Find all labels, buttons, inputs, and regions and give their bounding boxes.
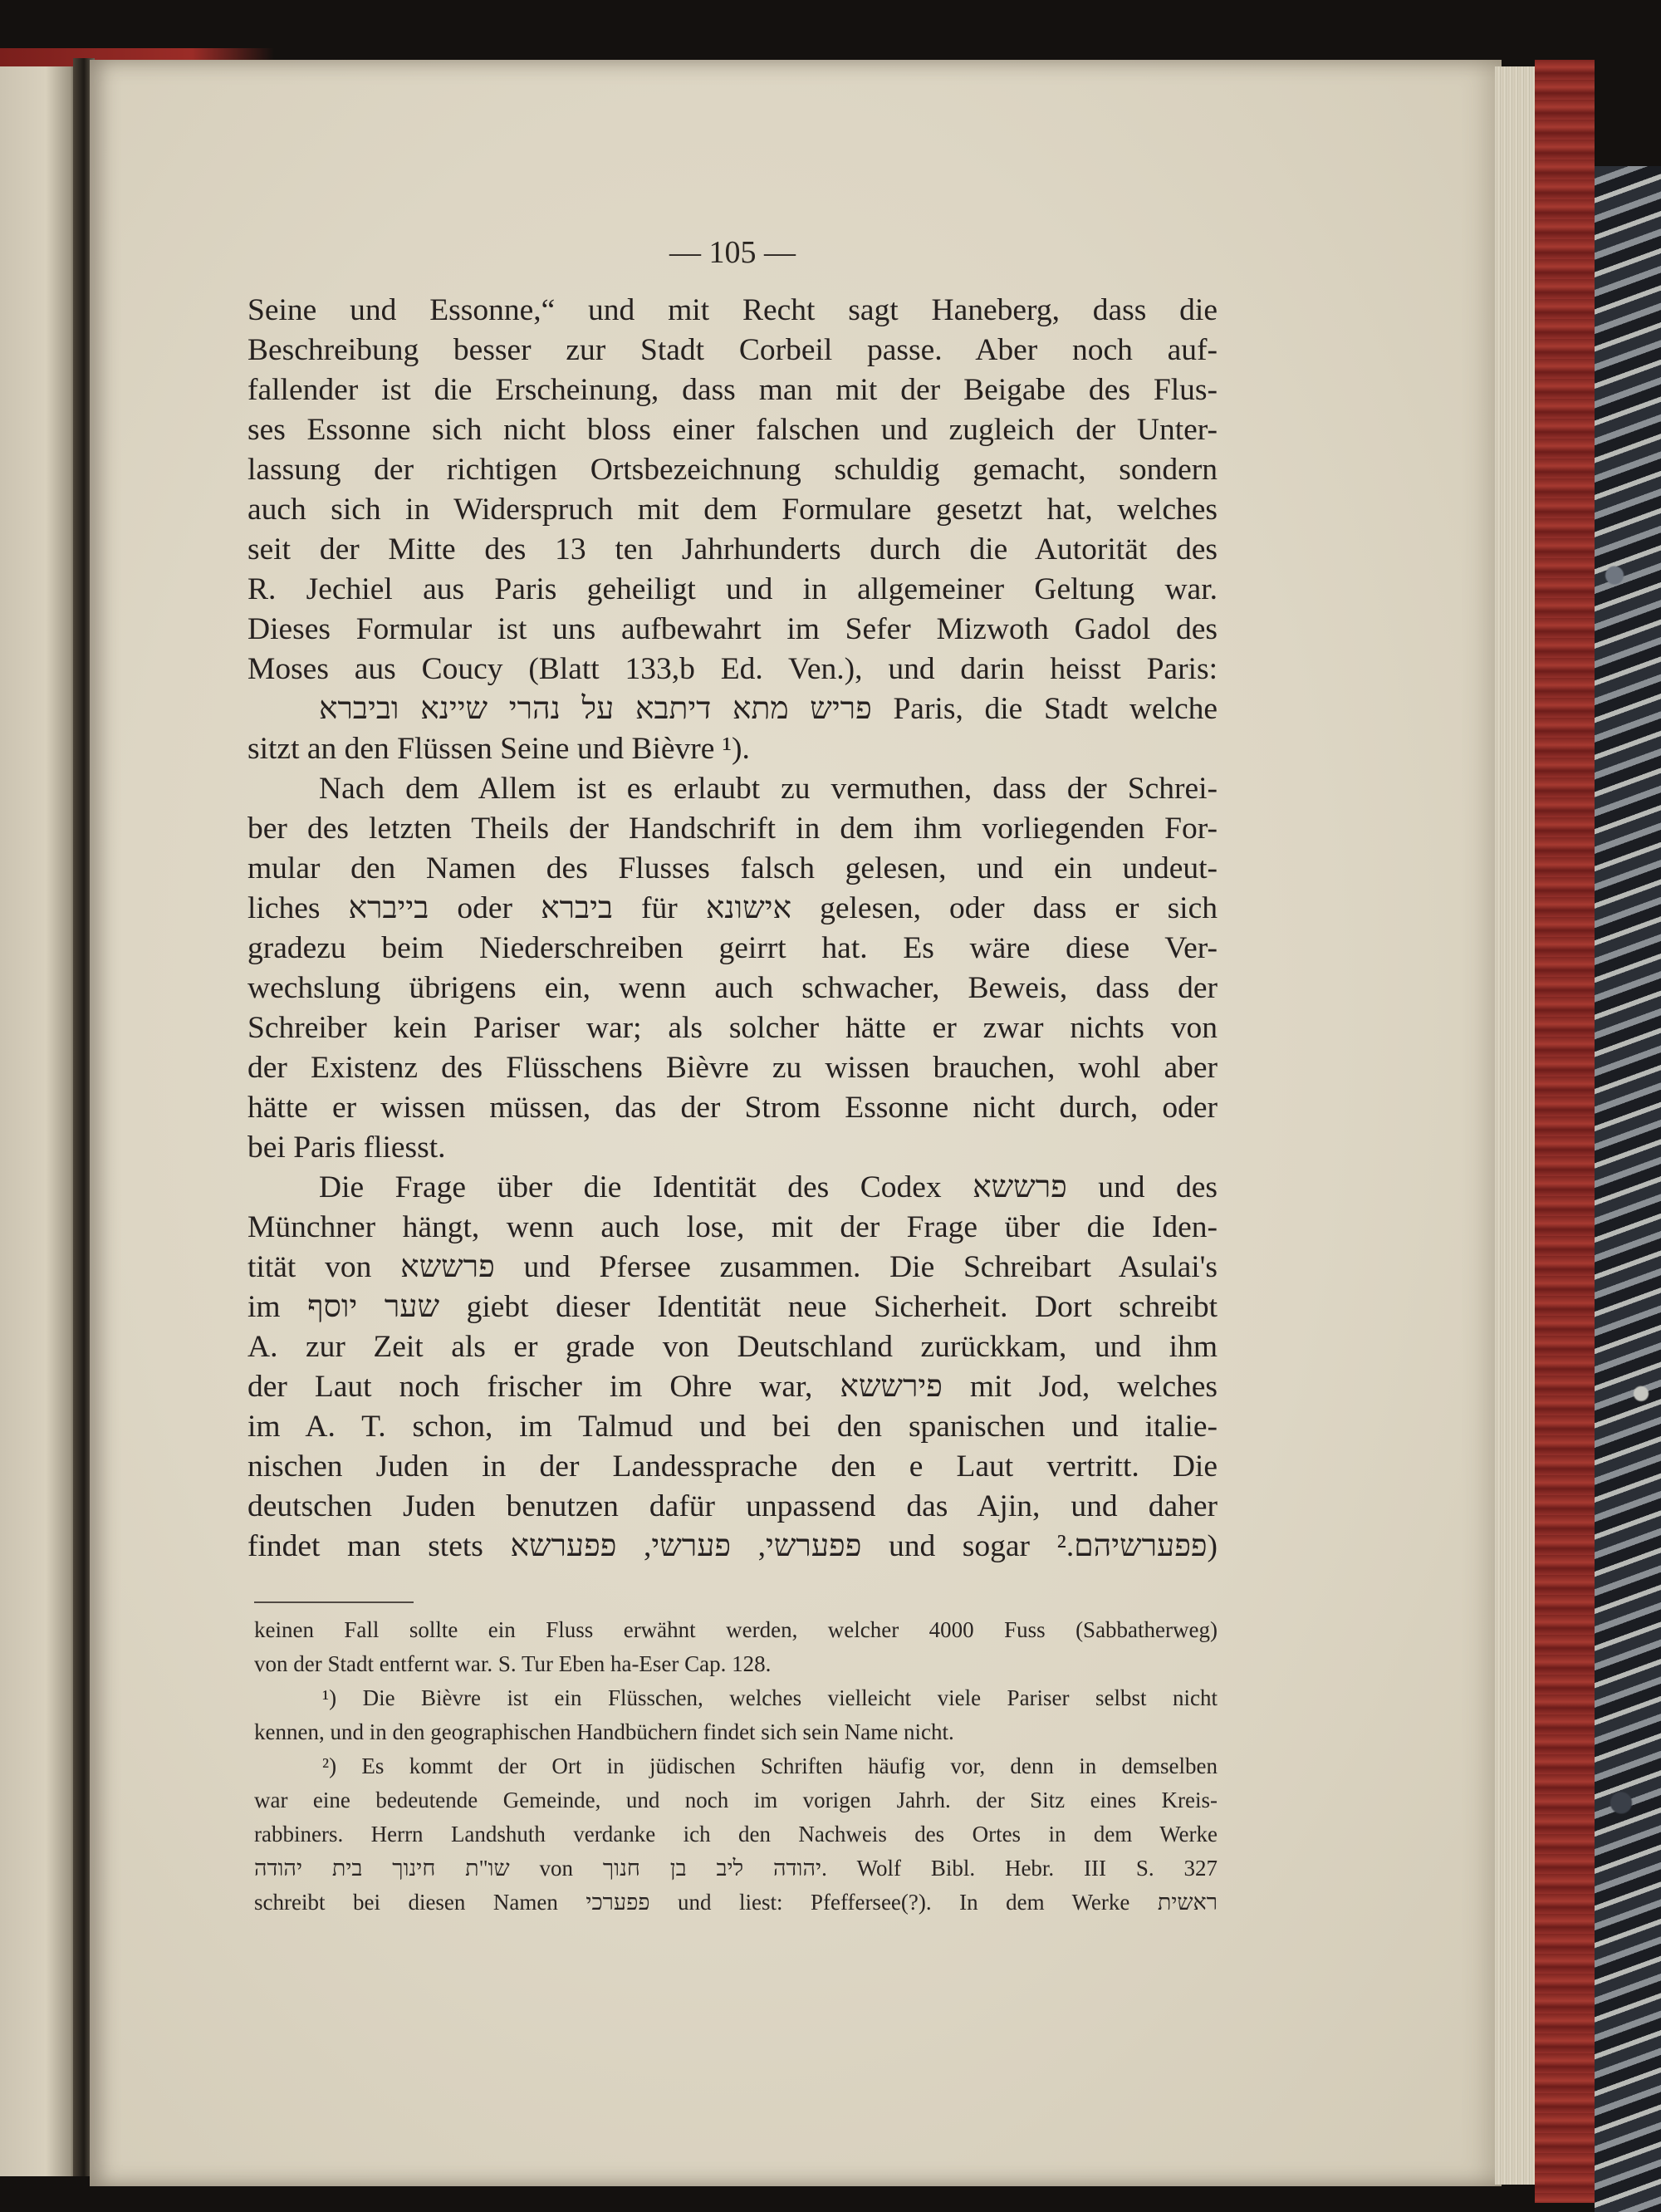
footnote-line: kennen, und in den geographischen Handbüchern findet sich sein Name nicht. <box>254 1719 954 1744</box>
footnote-line: rabbiners. Herrn Landshuth verdanke ich den Nachweis des Ortes in dem Werke <box>254 1822 1218 1847</box>
text-line: liches בייברא oder ביברא für אישונא gelesen, oder dass er sich <box>247 891 1218 925</box>
text-line: auch sich in Widerspruch mit dem Formulare gesetzt hat, welches <box>247 493 1218 527</box>
text-line: Münchner hängt, wenn auch lose, mit der Frage über die Iden- <box>247 1210 1218 1244</box>
text-line: Dieses Formular ist uns aufbewahrt im Sefer Mizwoth Gadol des <box>247 612 1218 646</box>
text-line: gradezu beim Niederschreiben geirrt hat. Es wäre diese Ver- <box>247 931 1218 965</box>
text-line: Seine und Essonne,“ und mit Recht sagt Haneberg, dass die <box>247 293 1218 327</box>
text-line: Die Frage über die Identität des Codex פרששא und des <box>319 1170 1218 1204</box>
red-cover-edge <box>1535 60 1595 2203</box>
footnote-line: keinen Fall sollte ein Fluss erwähnt werden, welcher 4000 Fuss (Sabbatherweg) <box>254 1617 1218 1642</box>
text-line: פריש מתא דיתבא על נהרי שיינא וביברא Paris, die Stadt welche <box>319 692 1218 726</box>
page-edges <box>1495 66 1535 2185</box>
page-number: — 105 — <box>669 235 796 270</box>
text-line: mular den Namen des Flusses falsch gelesen, und ein undeut- <box>247 851 1218 885</box>
text-line: der Existenz des Flüsschens Bièvre zu wissen brauchen, wohl aber <box>247 1051 1218 1085</box>
footnote-line: von der Stadt entfernt war. S. Tur Eben ha-Eser Cap. 128. <box>254 1651 772 1676</box>
text-line: Moses aus Coucy (Blatt 133,b Ed. Ven.), und darin heisst Paris: <box>247 652 1218 686</box>
text-line: sitzt an den Flüssen Seine und Bièvre ¹). <box>247 732 750 766</box>
text-line: seit der Mitte des 13 ten Jahrhunderts durch die Autorität des <box>247 532 1218 566</box>
footnote-line: שו"ת חינוך בית יהודה von יהודה ליב בן חנוך. Wolf Bibl. Hebr. III S. 327 <box>254 1856 1218 1881</box>
text-line: bei Paris fliesst. <box>247 1131 446 1165</box>
text-line: Beschreibung besser zur Stadt Corbeil passe. Aber noch auf- <box>247 333 1218 367</box>
text-line: R. Jechiel aus Paris geheiligt und in allgemeiner Geltung war. <box>247 572 1218 606</box>
text-line: im A. T. schon, im Talmud und bei den spanischen und italie- <box>247 1410 1218 1444</box>
facing-page-edge <box>0 50 76 2176</box>
text-line: nischen Juden in der Landessprache den e Laut vertritt. Die <box>247 1449 1218 1484</box>
text-line: findet man stets פפערשי, פערשי, פפערשא und sogar פפערשיהם.²) <box>247 1529 1218 1563</box>
text-line: A. zur Zeit als er grade von Deutschland zurückkam, und ihm <box>247 1330 1218 1364</box>
text-line: Nach dem Allem ist es erlaubt zu vermuthen, dass der Schrei- <box>319 772 1218 806</box>
text-line: der Laut noch frischer im Ohre war, פירששא mit Jod, welches <box>247 1370 1218 1404</box>
text-line: deutschen Juden benutzen dafür unpassend das Ajin, und daher <box>247 1489 1218 1523</box>
text-line: wechslung übrigens ein, wenn auch schwacher, Beweis, dass der <box>247 971 1218 1005</box>
text-line: hätte er wissen müssen, das der Strom Essonne nicht durch, oder <box>247 1091 1218 1125</box>
text-line: tität von פרששא und Pfersee zusammen. Die Schreibart Asulai's <box>247 1250 1218 1284</box>
marbled-endpaper <box>1595 166 1661 2212</box>
text-line: Schreiber kein Pariser war; als solcher hätte er zwar nichts von <box>247 1011 1218 1045</box>
text-line: fallender ist die Erscheinung, dass man mit der Beigabe des Flus- <box>247 373 1218 407</box>
main-body-text <box>247 291 1218 1567</box>
text-line: ber des letzten Theils der Handschrift in dem ihm vorliegenden For- <box>247 812 1218 846</box>
footnote-line: ¹) Die Bièvre ist ein Flüsschen, welches vielleicht viele Pariser selbst nicht <box>322 1685 1218 1710</box>
text-line: im שער יוסף giebt dieser Identität neue Sicherheit. Dort schreibt <box>247 1290 1218 1324</box>
footnote-line: war eine bedeutende Gemeinde, und noch im vorigen Jahrh. der Sitz eines Kreis- <box>254 1788 1218 1812</box>
text-line: lassung der richtigen Ortsbezeichnung schuldig gemacht, sondern <box>247 453 1218 487</box>
footnotes <box>254 1613 1218 1920</box>
footnote-line: schreibt bei diesen Namen פפערכי und liest: Pfeffersee(?). In dem Werke ראשית <box>254 1890 1218 1915</box>
footnote-line: ²) Es kommt der Ort in jüdischen Schriften häufig vor, denn in demselben <box>322 1753 1218 1778</box>
footnote-separator <box>254 1601 414 1603</box>
text-line: ses Essonne sich nicht bloss einer falschen und zugleich der Unter- <box>247 413 1218 447</box>
